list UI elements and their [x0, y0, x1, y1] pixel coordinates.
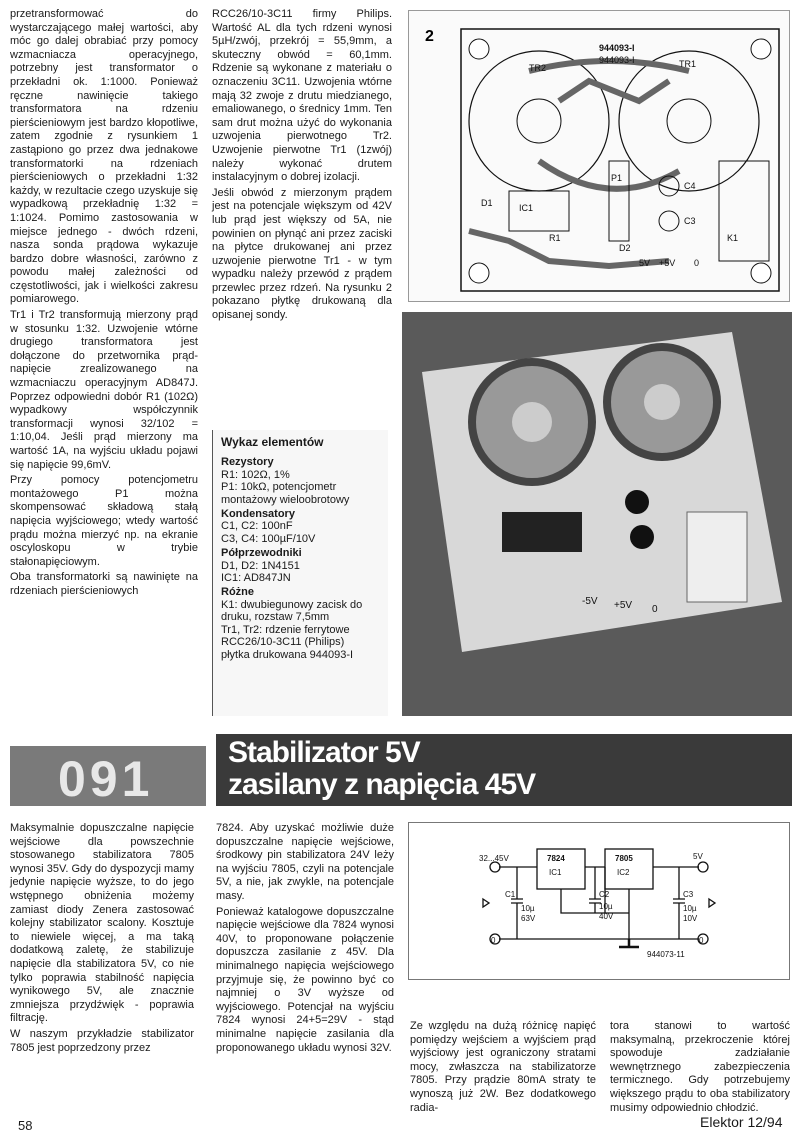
pcb-5v-label: 5V	[639, 258, 651, 268]
parts-section-title: Półprzewodniki	[221, 547, 302, 560]
vout-label: 5V	[693, 852, 703, 861]
pcb-zero-label: 0	[694, 258, 700, 268]
toroid-core	[644, 384, 680, 420]
article-title-line-2: zasilany z napięcia 45V	[228, 768, 536, 801]
article-body-column-4	[610, 1020, 790, 1117]
ground-label-right: 0	[699, 936, 704, 945]
paragraph: przetransformować do wystarczającego małej wartości, aby móc go dalej obrabiać przy pomocy wzmacniacza operacyjnego, potrzebny jest transformator o przekładni ok. 1:1000. Ponieważ ręczne nawinięcie takiego transformatora na rdzeniu pierścieniowym jest bardzo kłopotliwe, zatem zgodnie z rysunkiem 1 zastąpiono go przez dwa jednakowe transformatorki na rdzeniach pierścieniowych o przekładni 1:32 każdy, w rezultacie czego uzyskuje się wypadkową przekładnię 1:32 = 1:1024. Pomimo zastosowania w miejsce jednego - dwóch rdzeni, nasza sonda prądowa wykazuje bardzo dobre własności, zarówno z powodu małej zależności od częstotliwości, jak i wielkości zakresu pomiarowego.	[10, 8, 198, 306]
c4-label: C4	[684, 181, 696, 191]
pcb-code: 944093-I	[599, 43, 635, 53]
c3-symbol	[673, 867, 685, 939]
tr2-label: TR2	[529, 63, 547, 73]
c1-value: 10µ	[521, 904, 535, 913]
parts-line: D1, D2: 1N4151	[221, 559, 300, 572]
ground-label-left: 0	[491, 936, 496, 945]
parts-line: K1: dwubiegunowy zacisk do druku, rozstaw 7,5mm	[221, 598, 363, 624]
board	[422, 332, 782, 652]
circuit-diagram	[408, 822, 790, 980]
pcb-code-mirror: 944093-I	[599, 55, 635, 65]
paragraph: 7824. Aby uzyskać możliwie duże dopuszczalne napięcie wejściowe, środkowy pin stabilizatora 24V leży na wyjściu 7805, czyli na potencjale 5V, a nie, jak zwykle, na potencjale masy.	[216, 822, 394, 902]
ground-symbol	[619, 939, 639, 947]
parts-section-title: Kondensatory	[221, 508, 295, 521]
u2-ref: IC2	[617, 868, 630, 877]
parts-section-title: Różne	[221, 586, 254, 599]
c1-label: C1	[505, 890, 516, 899]
page-number: 58	[18, 1118, 33, 1133]
capacitor	[625, 490, 649, 514]
photo-plus5v-label: +5V	[614, 600, 633, 611]
parts-line: C1, C2: 100nF	[221, 520, 293, 533]
paragraph: tora stanowi to wartość maksymalną, przekroczenie której spowoduje zadziałanie wewnętrznego zabezpieczenia termicznego. Gdy potrzebujemy większego prądu to oba stabilizatory musimy odpowiednio chłodzić.	[610, 1020, 790, 1114]
article-number-block	[10, 746, 206, 806]
c1-symbol	[511, 867, 523, 939]
schematic	[409, 823, 789, 979]
photo-zero-label: 0	[652, 604, 658, 615]
tr1-outline	[619, 51, 759, 191]
tr2-hole	[517, 99, 561, 143]
c2-value: 10µ	[599, 902, 613, 911]
paragraph: Ponieważ katalogowe dopuszczalne napięcie wejściowe dla 7824 wynosi 40V, to proponowane połączenie dopuszcza zasilanie z 45V. Dla minimalnego napięcia wejściowego przyjmuje się, że powinno być co najmniej o 3V wyższe od wyjściowego. Potencjał na wyjściu 7824 wynosi 24+5=29V - stąd minimalne napięcie zasilania dla proponowanego układu wynosi 32V.	[216, 905, 394, 1054]
pcb-layout-figure	[408, 10, 790, 302]
magazine-issue: Elektor 12/94	[700, 1114, 783, 1130]
output-terminal	[698, 862, 708, 872]
u1-ref: IC1	[549, 868, 562, 877]
u2-type: 7805	[615, 854, 633, 863]
circuit-code: 944073-11	[647, 950, 685, 959]
c2-rating: 40V	[599, 912, 614, 921]
terminal-block	[687, 512, 747, 602]
article-number: 091	[58, 751, 154, 807]
u1-type: 7824	[547, 854, 565, 863]
parts-line: R1: 102Ω, 1%	[221, 468, 290, 481]
mount-hole	[469, 263, 489, 283]
c3-label: C3	[684, 216, 696, 226]
parts-list-box	[212, 430, 388, 716]
c1-rating: 63V	[521, 914, 536, 923]
article-title-block	[216, 734, 792, 806]
paragraph: Tr1 i Tr2 transformują mierzony prąd w stosunku 1:32. Uzwojenie wtórne drugiego transformatora jest dołączone do przetwornika prąd-napięcie zrealizowanego na wzmacniaczu operacyjnym AD847J. Poprzez odpowiedni dobór R1 (102Ω) wypadkowy współczynnik transformacji wynosi 32/102 = 1:10,04. Jeśli prąd mierzony ma wartość 1A, na wyjściu układu pojawi się napięcie 99,6mV.	[10, 309, 198, 471]
paragraph: Oba transformatorki są nawinięte na rdzeniach pierścieniowych	[10, 571, 198, 597]
parts-line: C3, C4: 100µF/10V	[221, 532, 316, 545]
parts-line: P1: 10kΩ, potencjometr montażowy wieloobrotowy	[221, 481, 350, 506]
k1-outline	[719, 161, 769, 261]
mount-hole	[751, 263, 771, 283]
article-banner	[10, 734, 790, 806]
article-title-line-1: Stabilizator 5V	[228, 736, 420, 769]
k1-label: K1	[727, 233, 739, 243]
figure-number: 2	[425, 28, 434, 45]
c2-label: C2	[599, 890, 610, 899]
mount-hole	[469, 39, 489, 59]
input-terminal	[490, 862, 500, 872]
paragraph: Jeśli obwód z mierzonym prądem jest na potencjale większym od 42V lub prąd jest większy od 5A, nie powinien on płynąć ani przez zaciski na płytce drukowanej ani przez uzwojenie pierwotne Tr1 - w tym wypadku należy przewód z prądem przewlec przez rdzeń. Na rysunku 2 pokazano płytkę drukowaną dla opisanej sondy.	[212, 186, 392, 322]
parts-line: płytka drukowana 944093-I	[221, 648, 354, 661]
photo-5v-label: -5V	[582, 596, 598, 607]
chip	[502, 512, 582, 552]
article-column-2	[212, 8, 392, 325]
paragraph: W naszym przykładzie stabilizator 7805 jest poprzedzony przez	[10, 1027, 194, 1054]
paragraph: RCC26/10-3C11 firmy Philips. Wartość AL dla tych rdzeni wynosi 5µH/zwój, przekrój = 55,9mm, a skuteczny obwód = 60,1mm. Rdzenie są wykonane z materiału o oznaczeniu 3C11. Uzwojenia wtórne mają 32 zwoje z drutu miedzianego, emaliowanego, o średnicy 1mm. Ten sam drut można użyć do wykonania uzwojenia pierwotnego Tr2. Uzwojenie pierwotne Tr1 (1zwój) należy wykonać drutem instalacyjnym o dobrej izolacji.	[212, 8, 392, 184]
pcb-drawing	[409, 11, 789, 301]
paragraph: Przy pomocy potencjometru montażowego P1 można skompensować składową stałą napięcia wyjściowego; wtedy wartość prądu można mierzyć np. na ekranie oscyloskopu w trybie stałonapięciowym.	[10, 474, 198, 568]
article-column-1	[10, 8, 198, 601]
c3-label: C3	[683, 890, 694, 899]
article-body-column-3	[410, 1020, 596, 1117]
vin-label: 32...45V	[479, 854, 509, 863]
article-body-column-2	[216, 822, 394, 1057]
p1-label: P1	[611, 173, 623, 183]
output-arrow-icon	[709, 899, 715, 907]
pcb-plus5v-label: +5V	[659, 258, 676, 268]
photo-drawing	[402, 312, 792, 716]
article-body-column-1	[10, 822, 194, 1057]
toroid-core	[512, 402, 552, 442]
ic1-outline	[509, 191, 569, 231]
ic1-label: IC1	[519, 203, 534, 213]
tr1-hole	[667, 99, 711, 143]
paragraph: Ze względu na dużą różnicę napięć pomiędzy wejściem a wyjściem prąd wyjściowy jest ograniczony stratami mocy, zwłaszcza na stabilizatorze 7805. Przy prądzie 80mA straty te wynoszą już 2W. Bez dodatkowego radia-	[410, 1020, 596, 1114]
parts-line: Tr1, Tr2: rdzenie ferrytowe RCC26/10-3C11 (Philips)	[221, 623, 350, 649]
parts-heading: Wykaz elementów	[221, 435, 324, 449]
c3-rating: 10V	[683, 914, 698, 923]
mount-hole	[751, 39, 771, 59]
d1-label: D1	[481, 198, 493, 208]
parts-line: IC1: AD847JN	[221, 572, 291, 585]
r1-label: R1	[549, 233, 561, 243]
c3-outline	[659, 211, 679, 231]
c3-value: 10µ	[683, 904, 697, 913]
capacitor	[630, 525, 654, 549]
tr1-label: TR1	[679, 59, 697, 69]
input-arrow-icon	[483, 899, 489, 907]
pcb-photo	[402, 312, 792, 716]
paragraph: Maksymalnie dopuszczalne napięcie wejściowe dla powszechnie stosowanego stabilizatora 7805 wynosi 35V. Gdy do dyspozycji mamy jedynie napięcie wyższe, to do jego wstępnego obniżenia możemy zamiast diody Zenera zastosować kolejny stabilizator scalony. Kosztuje to niewiele więcej, a ma taką dodatkową zaletę, że stabilizuje napięcie dla stabilizatora 5V, co nie tylko poprawia stabilność napięcia wynikowego 5V, ale znacznie zmniejsza przydźwięk - poprawia filtrację.	[10, 822, 194, 1025]
d2-label: D2	[619, 243, 631, 253]
parts-section-title: Rezystory	[221, 456, 274, 469]
